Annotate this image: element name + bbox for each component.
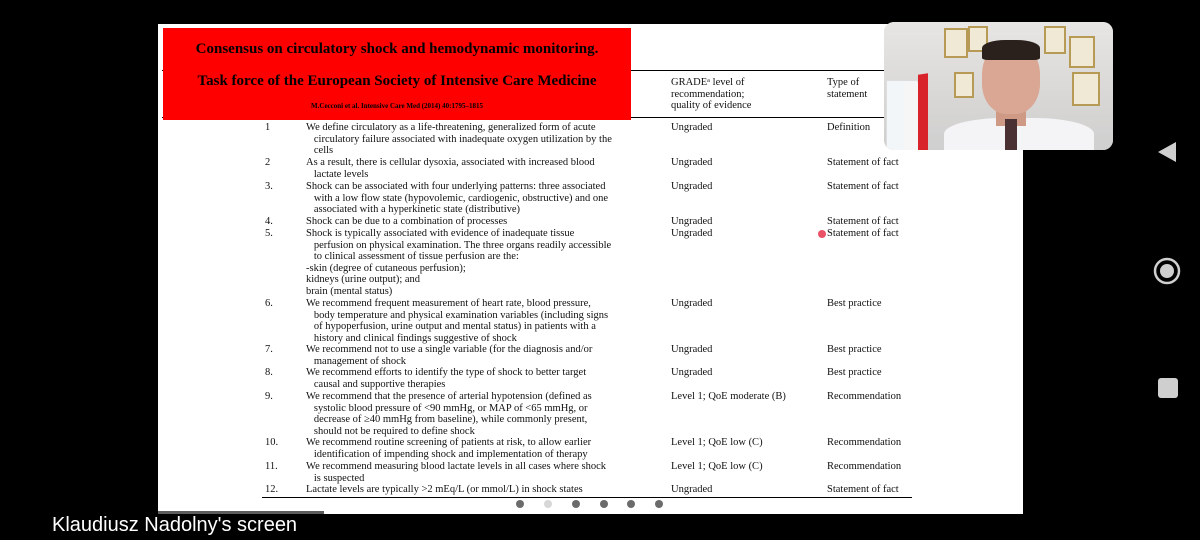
row-1-type: Definition — [827, 122, 871, 133]
page-dot[interactable] — [627, 500, 635, 508]
row-8-grade: Ungraded — [671, 367, 713, 378]
row-11-num: 11. — [265, 461, 278, 472]
row-8-type: Best practice — [827, 367, 882, 378]
wall-certificate — [1044, 26, 1066, 54]
page-dot[interactable] — [572, 500, 580, 508]
table-bottom-rule — [262, 497, 912, 498]
row-6-type: Best practice — [827, 298, 882, 309]
page-dot[interactable] — [600, 500, 608, 508]
row-2-type: Statement of fact — [827, 157, 899, 168]
triangle-left-icon[interactable] — [1156, 140, 1178, 169]
screen-share-label: Klaudiusz Nadolny's screen — [52, 514, 298, 536]
row-6-num: 6. — [265, 298, 273, 309]
row-8-num: 8. — [265, 367, 273, 378]
row-2-text: As a result, there is cellular dysoxia, associated with increased blood lactate levels — [306, 157, 595, 180]
row-3-text: Shock can be associated with four underlying patterns: three associated with a low flow state (hypovolemic, cardiogenic, obstructive) and one associated with a hyperkinetic state (distributive) — [306, 181, 609, 215]
row-3-type: Statement of fact — [827, 181, 899, 192]
row-5-type: Statement of fact — [827, 228, 899, 239]
row-3-grade: Ungraded — [671, 181, 713, 192]
row-4-num: 4. — [265, 216, 273, 227]
row-5-num: 5. — [265, 228, 273, 239]
row-12-type: Statement of fact — [827, 484, 899, 495]
row-5-text: Shock is typically associated with evidence of inadequate tissue perfusion on physical examination. The three organs readily accessible to clinical assessment of tissue perfusion are the: -skin (degree of cutaneous perfusion); kidneys (urine output); and brain (mental status) — [306, 228, 612, 297]
row-9-text: We recommend that the presence of arterial hypotension (defined as systolic blood pressure of <90 mmHg, or MAP of <65 mmHg, or decrease of ≥40 mmHg from baseline), while commonly present, should not be required to define shock — [306, 391, 592, 437]
row-4-grade: Ungraded — [671, 216, 713, 227]
row-9-type: Recommendation — [827, 391, 902, 402]
banner-title-line2: Task force of the European Society of Intensive Care Medicine — [197, 73, 597, 89]
participant-video[interactable] — [884, 22, 1113, 150]
row-7-type: Best practice — [827, 344, 882, 355]
row-7-text: We recommend not to use a single variable (for the diagnosis and/or management of shock — [306, 344, 593, 367]
row-8-text: We recommend efforts to identify the type of shock to better target causal and supportive therapies — [306, 367, 587, 390]
row-10-text: We recommend routine screening of patients at risk, to allow earlier identification of impending shock and implementation of therapy — [306, 437, 592, 460]
square-recents-icon[interactable] — [1157, 377, 1179, 404]
row-2-grade: Ungraded — [671, 157, 713, 168]
laser-pointer-dot — [818, 230, 826, 238]
row-3-num: 3. — [265, 181, 273, 192]
flag-white — [904, 82, 918, 150]
row-2-num: 2 — [265, 157, 271, 168]
row-9-grade: Level 1; QoE moderate (B) — [671, 391, 786, 402]
header-type: Type of statement — [827, 77, 868, 100]
page-dot[interactable] — [655, 500, 663, 508]
row-11-type: Recommendation — [827, 461, 902, 472]
row-9-num: 9. — [265, 391, 273, 402]
title-banner — [163, 28, 631, 120]
header-grade: GRADEᵃ level of recommendation; quality of evidence — [671, 77, 752, 111]
banner-citation: M.Cecconi et al. Intensive Care Med (2014) 40:1795–1815 — [311, 102, 483, 110]
row-12-text: Lactate levels are typically >2 mEq/L (or mmol/L) in shock states — [306, 484, 583, 495]
banner-title-line1: Consensus on circulatory shock and hemodynamic monitoring. — [195, 41, 599, 57]
flag-red — [918, 73, 928, 150]
row-7-num: 7. — [265, 344, 273, 355]
row-10-num: 10. — [265, 437, 279, 448]
page-dot[interactable] — [516, 500, 524, 508]
row-7-grade: Ungraded — [671, 344, 713, 355]
row-1-num: 1 — [265, 122, 271, 133]
row-6-text: We recommend frequent measurement of heart rate, blood pressure, body temperature and physical examination variables (including signs of hypoperfusion, urine output and mental status) in patients with a history and clinical findings suggestive of shock — [306, 298, 609, 344]
row-1-grade: Ungraded — [671, 122, 713, 133]
row-10-grade: Level 1; QoE low (C) — [671, 437, 763, 448]
speaker-hair — [982, 40, 1040, 60]
circle-home-icon[interactable] — [1152, 256, 1182, 291]
row-10-type: Recommendation — [827, 437, 902, 448]
row-4-text: Shock can be due to a combination of processes — [306, 216, 508, 227]
wall-certificate — [1072, 72, 1100, 106]
row-11-grade: Level 1; QoE low (C) — [671, 461, 763, 472]
row-12-grade: Ungraded — [671, 484, 713, 495]
row-5-grade: Ungraded — [671, 228, 713, 239]
row-11-text: We recommend measuring blood lactate levels in all cases where shock is suspected — [306, 461, 607, 484]
row-1-text: We define circulatory as a life-threatening, generalized form of acute circulatory failure associated with inadequate oxygen utilization by the cells — [306, 122, 612, 156]
wall-certificate — [954, 72, 974, 98]
speaker-tie — [1005, 119, 1017, 150]
row-12-num: 12. — [265, 484, 279, 495]
row-4-type: Statement of fact — [827, 216, 899, 227]
wall-certificate — [1069, 36, 1095, 68]
wall-certificate — [944, 28, 968, 58]
row-6-grade: Ungraded — [671, 298, 713, 309]
page-dot[interactable] — [544, 500, 552, 508]
